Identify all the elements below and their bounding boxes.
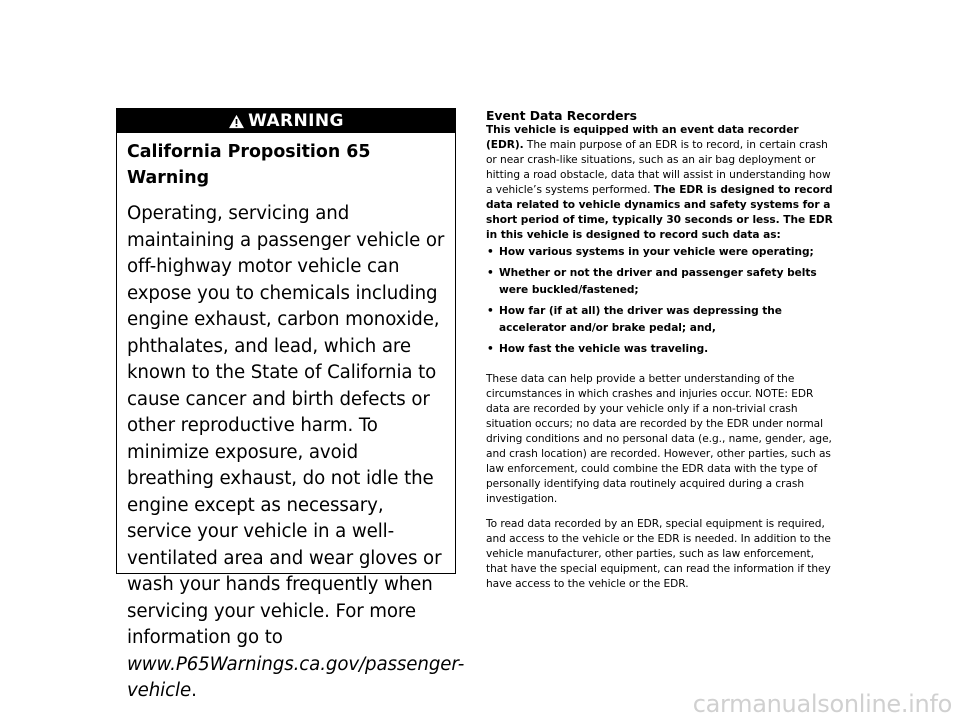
edr-bullet: [486, 244, 838, 261]
warning-title: California Proposition 65 Warning: [127, 142, 371, 188]
edr-intro: [486, 123, 838, 243]
edr-intro-bold2: The EDR is designed to record data related to vehicle dynamics and safety systems for a short period of time, typically 30 seconds or less. The EDR in this vehicle is designed to record such data as:: [486, 184, 833, 241]
edr-bullet-text: How fast the vehicle was traveling.: [499, 343, 709, 355]
edr-section: [486, 108, 838, 592]
warning-header: [117, 109, 455, 133]
warning-box: [116, 108, 465, 701]
watermark: carmanualsonline.info: [692, 690, 952, 718]
spacer: [486, 362, 838, 372]
edr-bullet: [486, 265, 838, 299]
bullet-dot: •: [487, 343, 494, 355]
edr-intro-plain: The main purpose of an EDR is to record, in certain crash or near crash-like situations, such as an air bag deployment or hitting a road obstacle, data that will assist in understanding how a vehicle’s systems performed.: [486, 139, 831, 196]
edr-bullet: [486, 303, 838, 337]
edr-bullet-text: Whether or not the driver and passenger safety belts were buckled/fastened;: [499, 267, 817, 296]
warning-text: [127, 201, 465, 705]
warning-period: .: [191, 680, 197, 701]
edr-heading: Event Data Recorders: [486, 108, 637, 123]
edr-bullet-text: How various systems in your vehicle were operating;: [499, 246, 814, 258]
warning-label: WARNING: [248, 111, 344, 131]
bullet-dot: •: [487, 305, 494, 317]
edr-bullet-list: [486, 244, 838, 358]
warning-text-body: Operating, servicing and maintaining a passenger vehicle or off-highway motor vehicle can expose you to chemicals including engine exhaust, carbon monoxide, phthalates, and lead, which are known to the State of California to cause cancer and birth defects or other reproductive harm. To minimize exposure, avoid breathing exhaust, do not idle the engine except as necessary, service your vehicle in a well-ventilated area and wear gloves or wash your hands frequently when servicing your vehicle. For more information go to: [127, 203, 445, 648]
warning-body: [117, 133, 465, 705]
edr-paragraph-2: These data can help provide a better understanding of the circumstances in which crashes and injuries occur. NOTE: EDR data are recorded by your vehicle only if a non-trivial crash situation occurs; no data are recorded by the EDR under normal driving conditions and no personal data (e.g., name, gender, age, and crash location) are recorded. However, other parties, such as law enforcement, could combine the EDR data with the type of personally identifying data routinely acquired during a crash investigation.: [486, 373, 832, 505]
p65-link[interactable]: www.P65Warnings.ca.gov/passenger-vehicle: [127, 653, 465, 701]
edr-bullet-text: How far (if at all) the driver was depressing the accelerator and/or brake pedal; and,: [499, 305, 782, 334]
edr-bullet: [486, 341, 838, 358]
bullet-dot: •: [487, 246, 494, 258]
edr-paragraph-3: To read data recorded by an EDR, special equipment is required, and access to the vehicle or the EDR is needed. In addition to the vehicle manufacturer, other parties, such as law enforcement, that have the special equipment, can read the information if they have access to the vehicle or the EDR.: [486, 518, 831, 590]
spacer: [486, 507, 838, 517]
bullet-dot: •: [487, 267, 494, 279]
edr-intro-bold: This vehicle is equipped with an event data recorder (EDR).: [486, 124, 799, 151]
warning-triangle-icon: [228, 114, 245, 129]
